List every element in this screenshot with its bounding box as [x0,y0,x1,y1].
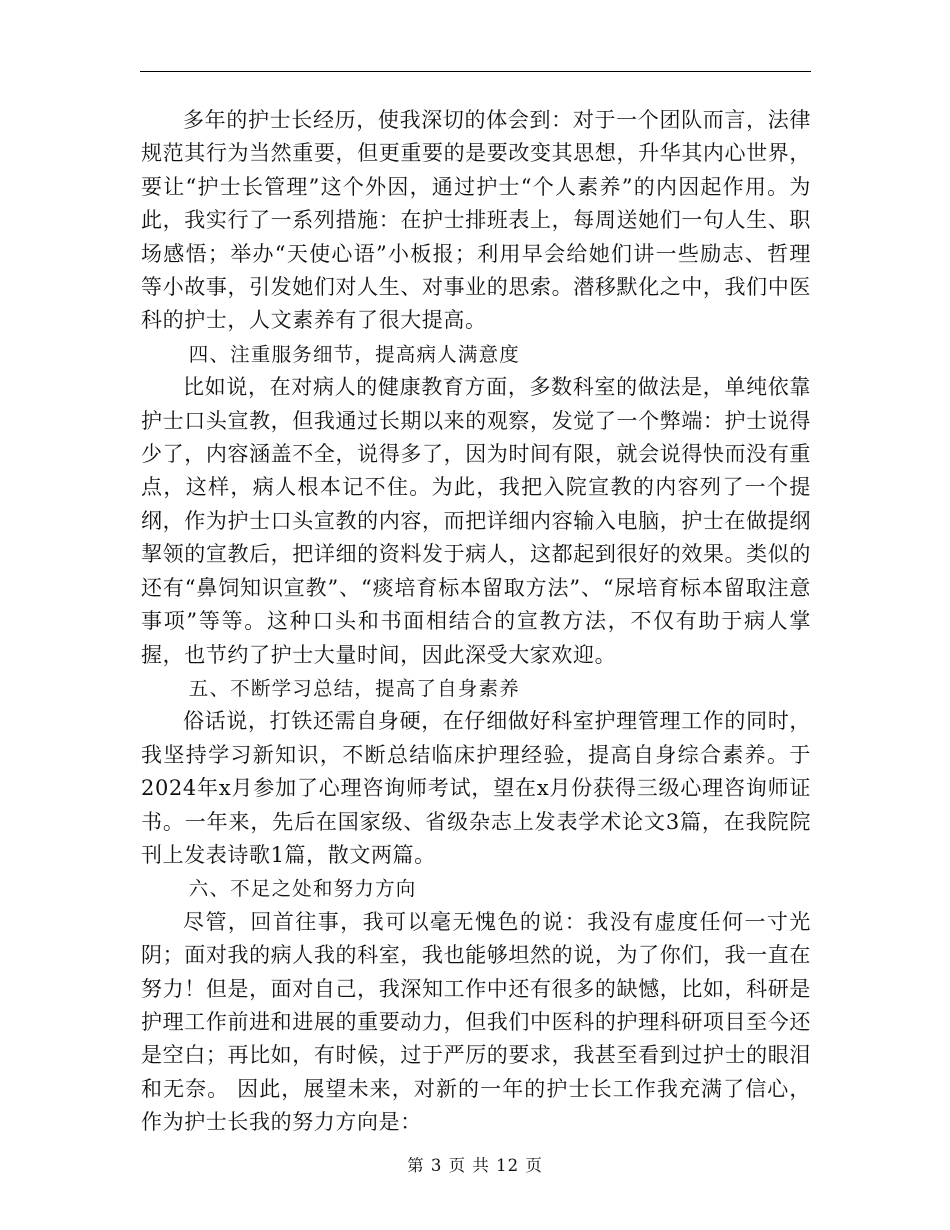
header-rule [140,71,811,72]
section-heading-self-study: 五、不断学习总结，提高了自身素养 [188,676,520,700]
paragraph-learning: 俗话说，打铁还需自身硬，在仔细做好科室护理管理工作的同时，我坚持学习新知识，不断总结临床护理经验，提高自身综合素养。于2024年x月参加了心理咨询师考试，望在x月份获得三级心理咨询师证书。一年来，先后在国家级、省级杂志上发表学术论文3篇，在我院院刊上发表诗歌1篇，散文两篇。 [141,709,811,867]
paragraph-health-education: 比如说，在对病人的健康教育方面，多数科室的做法是，单纯依靠护士口头宣教，但我通过长期以来的观察，发觉了一个弊端：护士说得少了，内容涵盖不全，说得多了，因为时间有限，就会说得快而没有重点，这样，病人根本记不住。为此，我把入院宣教的内容列了一个提纲，作为护士口头宣教的内容，而把详细内容输入电脑，护士在做提纲挈领的宣教后，把详细的资料发于病人，这都起到很好的效果。类似的还有“鼻饲知识宣教”、“痰培育标本留取方法”、“尿培育标本留取注意事项”等等。这种口头和书面相结合的宣教方法，不仅有助于病人掌握，也节约了护士大量时间，因此深受大家欢迎。 [141,375,811,667]
section-heading-shortcomings: 六、不足之处和努力方向 [188,877,417,901]
document-body [141,104,811,1140]
paragraph-future-direction: 尽管，回首往事，我可以毫无愧色的说：我没有虚度任何一寸光阴；面对我的病人我的科室，我也能够坦然的说，为了你们，我一直在努力！但是，面对自己，我深知工作中还有很多的缺憾，比如，科研是护理工作前进和进展的重要动力，但我们中医科的护理科研项目至今还是空白；再比如，有时候，过于严厉的要求，我甚至看到过护士的眼泪和无奈。 因此，展望未来，对新的一年的护士长工作我充满了信心，作为护士长我的努力方向是： [141,909,811,1135]
page-number-footer: 第 3 页 共 12 页 [407,1156,543,1175]
section-heading-service-details: 四、注重服务细节，提高病人满意度 [188,342,520,366]
paragraph-team-culture: 多年的护士长经历，使我深切的体会到：对于一个团队而言，法律规范其行为当然重要，但更重要的是要改变其思想，升华其内心世界，要让“护士长管理”这个外因，通过护士“个人素养”的内因起作用。为此，我实行了一系列措施：在护士排班表上，每周送她们一句人生、职场感悟；举办“天使心语”小板报；利用早会给她们讲一些励志、哲理等小故事，引发她们对人生、对事业的思索。潜移默化之中，我们中医科的护士，人文素养有了很大提高。 [141,108,811,333]
